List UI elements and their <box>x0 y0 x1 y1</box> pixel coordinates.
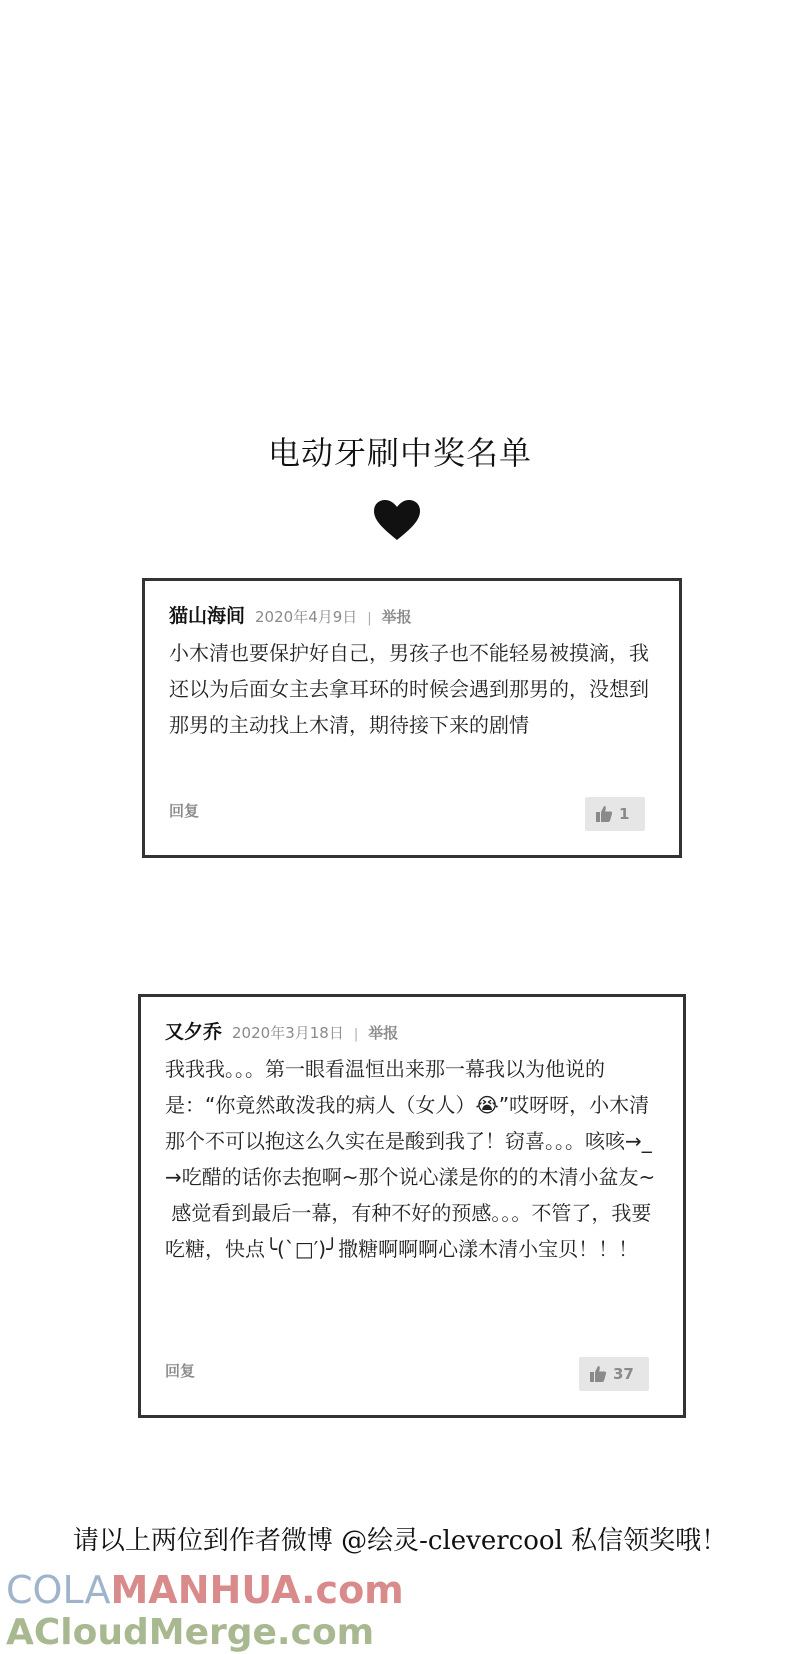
comment-body: 我我我。。。第一眼看温恒出来那一幕我以为他说的是：“你竟然敢泼我的病人（女人）😭”哎呀呀，小木清那个不可以抱这么久实在是酸到我了！窃喜。。。咳咳→_→吃醋的话你去抱啊~那个说心漾是你的的木清小盆友~ 感觉看到最后一幕，有种不好的预感。。。不管了，我要吃糖，快点╰(`□′)╯撒糖啊啊啊心漾木清小宝贝！！！ <box>165 1057 656 1261</box>
like-button[interactable] <box>585 797 645 831</box>
like-count: 37 <box>613 1365 634 1383</box>
prize-claim-notice: 请以上两位到作者微博 @绘灵-clevercool 私信领奖哦！ <box>72 1526 728 1556</box>
comment-header <box>165 1017 398 1044</box>
watermark-site-2: ACloudMerge.com <box>6 1612 375 1653</box>
reply-link[interactable]: 回复 <box>169 802 200 820</box>
watermark-site <box>6 1568 404 1612</box>
comment-card <box>142 578 682 858</box>
comment-header <box>169 601 412 628</box>
thumbs-up-icon <box>595 805 613 823</box>
heart-icon <box>372 498 422 542</box>
report-link[interactable]: 举报 <box>381 608 412 626</box>
comment-date: 2020年4月9日 <box>255 608 358 626</box>
comment-username[interactable]: 又夕乔 <box>165 1021 223 1043</box>
comment-username[interactable]: 猫山海间 <box>169 605 246 627</box>
comment-card <box>138 994 686 1418</box>
comment-date: 2020年3月18日 <box>232 1024 344 1042</box>
watermark-part-2: MANHUA.com <box>110 1568 404 1612</box>
meta-separator: | <box>353 1027 359 1042</box>
page-title: 电动牙刷中奖名单 <box>267 434 532 472</box>
report-link[interactable]: 举报 <box>368 1024 399 1042</box>
like-count: 1 <box>619 805 630 823</box>
like-button[interactable] <box>579 1357 649 1391</box>
reply-link[interactable]: 回复 <box>165 1362 196 1380</box>
watermark-part-1: COLA <box>6 1568 111 1612</box>
comment-body: 小木清也要保护好自己，男孩子也不能轻易被摸滴，我还以为后面女主去拿耳环的时候会遇到那男的，没想到那男的主动找上木清，期待接下来的剧情 <box>169 641 649 737</box>
meta-separator: | <box>367 611 372 626</box>
thumbs-up-icon <box>589 1365 607 1383</box>
